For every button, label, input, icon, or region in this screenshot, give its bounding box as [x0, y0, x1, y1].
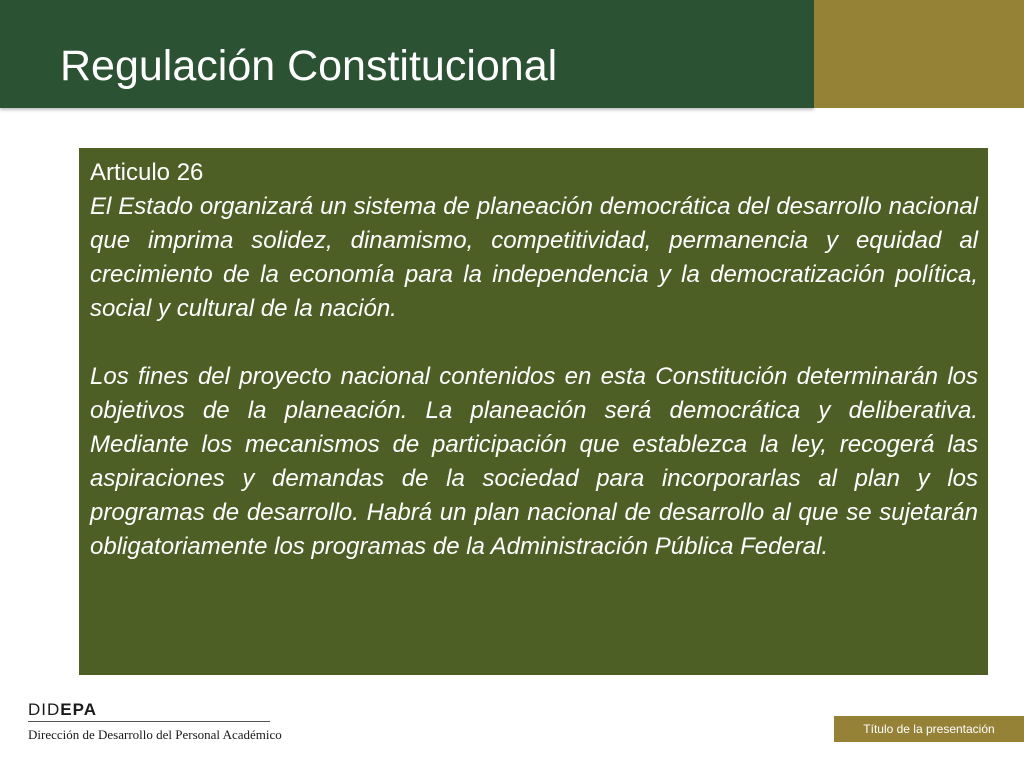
header-accent-block [814, 0, 1024, 108]
paragraph-spacer [90, 326, 978, 360]
logo-prefix: DID [28, 700, 61, 719]
article-heading: Articulo 26 [90, 159, 204, 186]
presentation-title-badge: Título de la presentación [834, 716, 1024, 742]
logo-wordmark [28, 700, 270, 720]
logo-suffix: EPA [60, 700, 97, 719]
article-paragraph-2: Los fines del proyecto nacional contenidos en esta Constitución determinarán los objetivos de la planeación. La planeación será democrática y deliberativa. Mediante los mecanismos de participación que establezca la ley, recogerá las aspiraciones y demandas de la sociedad para incorporarlas al plan y los programas de desarrollo. Habrá un plan nacional de desarrollo al que se sujetarán obligatoriamente los programas de la Administración Pública Federal. [90, 363, 978, 560]
didepa-logo [28, 700, 282, 743]
page-title: Regulación Constitucional [60, 42, 558, 90]
article-content-box [79, 148, 988, 675]
logo-divider [28, 721, 270, 722]
article-paragraph-1: El Estado organizará un sistema de planeación democrática del desarrollo nacional que imprima solidez, dinamismo, competitividad, permanencia y equidad al crecimiento de la economía para la independencia y la democratización política, social y cultural de la nación. [90, 193, 978, 322]
logo-subtitle: Dirección de Desarrollo del Personal Académico [28, 727, 282, 742]
